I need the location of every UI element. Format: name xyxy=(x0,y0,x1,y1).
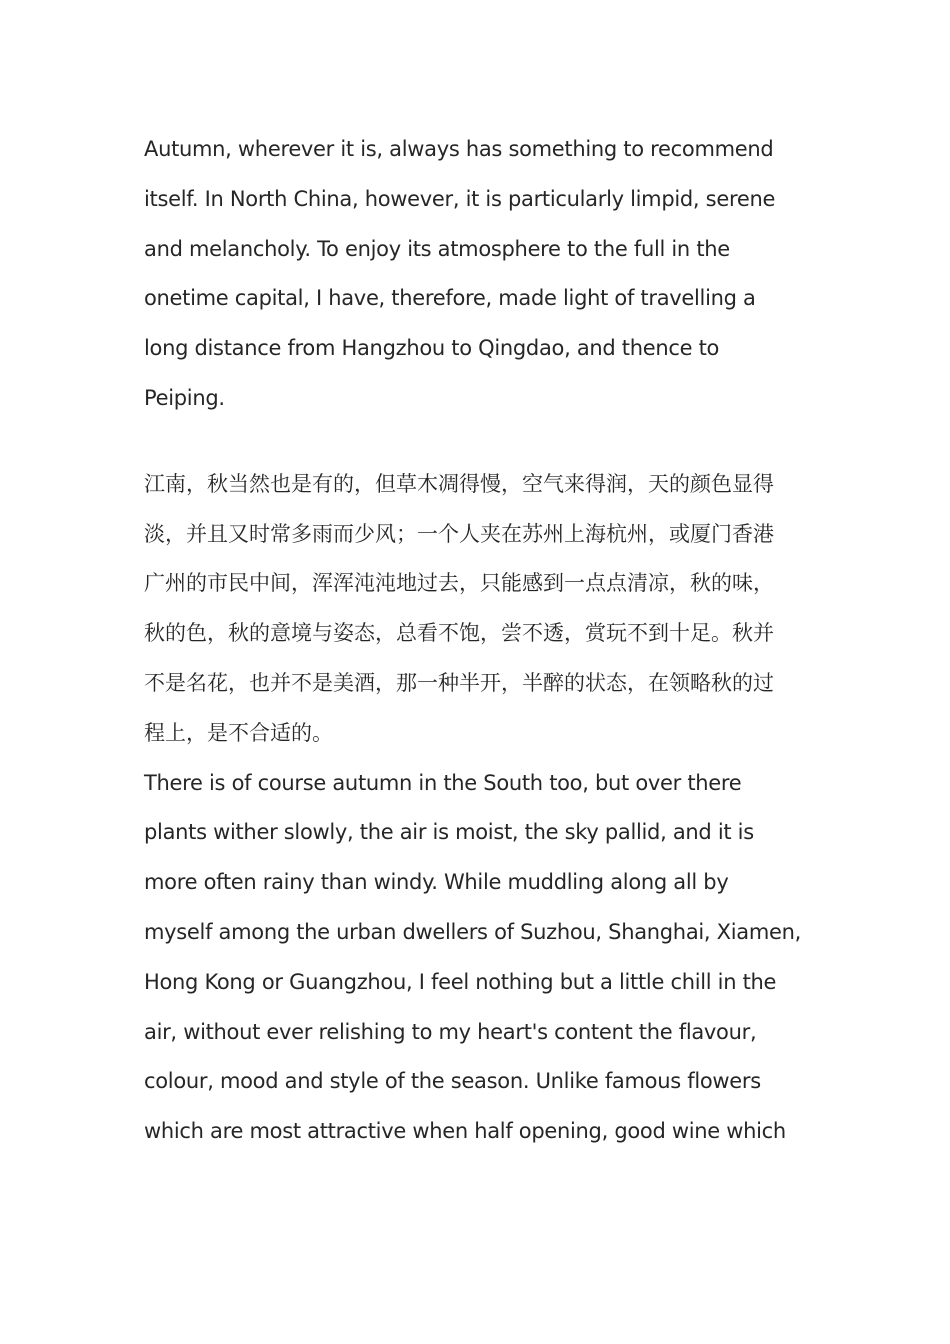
text-line: air, without ever relishing to my heart's content the flavour, xyxy=(144,1019,757,1044)
text-line: 江南，秋当然也是有的，但草木凋得慢，空气来得润，天的颜色显得 xyxy=(144,471,774,496)
paragraph-spacer xyxy=(144,424,804,460)
paragraph-intro-english xyxy=(144,125,804,424)
text-line: and melancholy. To enjoy its atmosphere to the full in the xyxy=(144,236,730,261)
text-line: Peiping. xyxy=(144,385,225,410)
text-line: Hong Kong or Guangzhou, I feel nothing but a little chill in the xyxy=(144,969,777,994)
text-line: colour, mood and style of the season. Unlike famous flowers xyxy=(144,1069,761,1094)
text-line: onetime capital, I have, therefore, made light of travelling a xyxy=(144,286,756,311)
text-line: 程上，是不合适的。 xyxy=(144,720,333,745)
text-line: myself among the urban dwellers of Suzhou, Shanghai, Xiamen, xyxy=(144,919,802,944)
text-line: plants wither slowly, the air is moist, the sky pallid, and it is xyxy=(144,820,754,845)
text-line: There is of course autumn in the South too, but over there xyxy=(144,770,742,795)
text-line: 秋的色，秋的意境与姿态，总看不饱，尝不透，赏玩不到十足。秋并 xyxy=(144,621,774,646)
text-line: more often rainy than windy. While muddling along all by xyxy=(144,870,729,895)
text-line: which are most attractive when half opening, good wine which xyxy=(144,1119,786,1144)
paragraph-translation-english xyxy=(144,759,804,1157)
text-line: 淡，并且又时常多雨而少风；一个人夹在苏州上海杭州，或厦门香港 xyxy=(144,521,774,546)
text-line: Autumn, wherever it is, always has something to recommend xyxy=(144,137,774,161)
text-line: long distance from Hangzhou to Qingdao, and thence to xyxy=(144,336,720,361)
text-line: 不是名花，也并不是美酒，那一种半开，半醉的状态，在领略秋的过 xyxy=(144,670,774,695)
text-line: 广州的市民中间，浑浑沌沌地过去，只能感到一点点清凉，秋的味， xyxy=(144,571,774,596)
document-page xyxy=(144,125,804,1157)
text-line: itself. In North China, however, it is particularly limpid, serene xyxy=(144,186,776,211)
paragraph-chinese xyxy=(144,460,804,759)
